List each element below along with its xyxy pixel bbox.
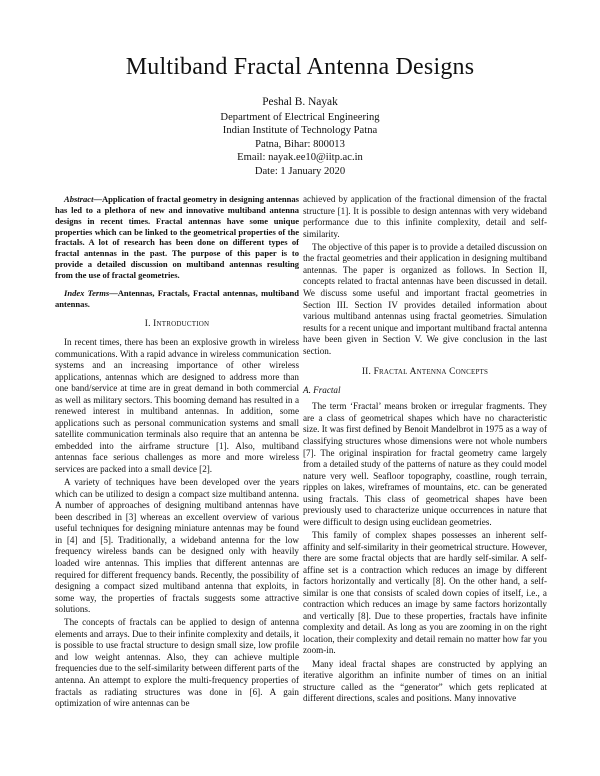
left-column [55, 194, 299, 710]
fractal-paragraph-1: The term ‘Fractal’ means broken or irregular fragments. They are a class of geometrical shapes which have no characteristic size. It was first defined by Benoit Mandelbrot in 1975 as a way of classifying structures whose dimensions were not whole numbers [7]. The original inspiration for fractal geometry came largely from a detailed study of the patterns of nature as they could model nature very well. Seafloor topography, coastline, rough terrain, ripples on lakes, wireframes of mountains, etc. can be generated using fractals. This class of geometrical shapes have been previously used to characterize unique occurrences in nature that were difficult to design using euclidean geometries. [303, 401, 547, 527]
abstract-label: Abstract [64, 194, 94, 204]
paper-title: Multiband Fractal Antenna Designs [125, 54, 475, 80]
author-block [0, 96, 600, 179]
abstract-text: —Application of fractal geometry in designing antennas has led to a plethora of new and innovative multiband antenna designs in recent times. Fractal antennas have some unique properties which can be linked to the geometrical properties of the fractals. A lot of research has been done on different types of fractal antennas in the past. The purpose of this paper is to provide a detailed discussion on multiband antennas resulting from the use of fractal geometries. [55, 194, 299, 280]
intro-paragraph-3: The concepts of fractals can be applied to design of antenna elements and arrays. Due to their infinite complexity and details, it is possible to use fractal structure to design small size, low profile and low weight antennas. Also, they can achieve multiple frequencies due to the self-similarity between different parts of the antenna. An attempt to explore the multi-frequency properties of fractals as radiating structures was done in [6]. A gain optimization of wire antennas can be [55, 617, 299, 709]
section-heading-introduction: I. Introduction [144, 319, 210, 330]
intro-paragraph-4: The objective of this paper is to provide a detailed discussion on the fractal geometries and their application in designing multiband antennas. The paper is organized as follows. In Section II, concepts related to fractal antennas have been discussed in detail. We discuss some useful and important fractal geometries in Section III. Section IV provides detailed information about various multiband antennas using fractal geometries. Simulation results for a recent unique and important multiband fractal antenna have been given in Section V. We give conclusion in the last section. [303, 241, 547, 356]
index-terms [55, 288, 299, 310]
fractal-paragraph-3: Many ideal fractal shapes are constructed by applying an iterative algorithm an infinite number of times on an initial structure called as the “generator” which gets replicated at different directions, scales and positions. Many innovative [303, 658, 547, 704]
author-department: Department of Electrical Engineering [220, 111, 380, 123]
abstract [55, 194, 299, 281]
author-location: Patna, Bihar: 800013 [255, 138, 345, 150]
author-date: Date: 1 January 2020 [254, 165, 346, 177]
intro-paragraph-3-continued: achieved by application of the fractional dimension of the fractal structure [1]. It is possible to design antennas with very wideband performance due to this infinite complexity, detail and self-similarity. [303, 194, 547, 239]
intro-paragraph-1: In recent times, there has been an explosive growth in wireless communications. With a rapid advance in wireless communication systems and an increasing importance of other wireless applications, antennas which are designed to address more than one band/service at time are in great demand in both commercial as well as military sectors. This booming demand has resulted in a renewed interest in multiband antennas. In addition, some applications such as personal communication systems and small satellite communication terminals also require that an antenna be embedded into the airframe structure [1]. Also, multiband antennas face serious challenges as more and more wireless services are packed into a small device [2]. [55, 336, 299, 474]
author-institute: Indian Institute of Technology Patna [222, 125, 378, 137]
intro-paragraph-2: A variety of techniques have been developed over the years which can be utilized to design a compact size multiband antenna. A number of approaches of designing multiband antennas have been described in [3] whereas an excellent overview of various useful techniques for designing miniature antennas may be found in [4] and [5]. Traditionally, a wideband antenna for the low frequency wireless bands can be designed only with heavily loaded wire antennas. This implies that different antennas are required for different frequency bands. Recently, the possibility of designing a compact sized multiband antenna that exploits, in some way, the properties of fractals suggests some attractive solutions. [55, 477, 299, 615]
subsection-heading-fractal: A. Fractal [303, 384, 341, 395]
author-email: Email: nayak.ee10@iitp.ac.in [237, 152, 363, 164]
right-column [303, 194, 547, 705]
author-name: Peshal B. Nayak [262, 96, 338, 108]
index-terms-label: Index Terms [64, 287, 110, 298]
section-heading-concepts: II. Fractal Antenna Concepts [361, 367, 489, 378]
fractal-paragraph-2: This family of complex shapes possesses an inherent self-affinity and self-similarity in their geometrical structure. However, there are some fractal objects that are hardly self-similar. A self-affine set is a contraction which reduces an image by different factors horizontally and vertically [8]. On the other hand, a self-similar is one that consists of scaled down copies of itself, i.e., a contraction which reduces an image by same factors horizontally and vertically [8]. Due to these properties, fractals have infinite complexity and detail. As long as you are zooming in on the right location, their complexity and detail remain no matter how far you zoom-in. [303, 529, 547, 656]
index-terms-text: —Antennas, Fractals, Fractal antennas, multiband antennas. [55, 287, 299, 309]
